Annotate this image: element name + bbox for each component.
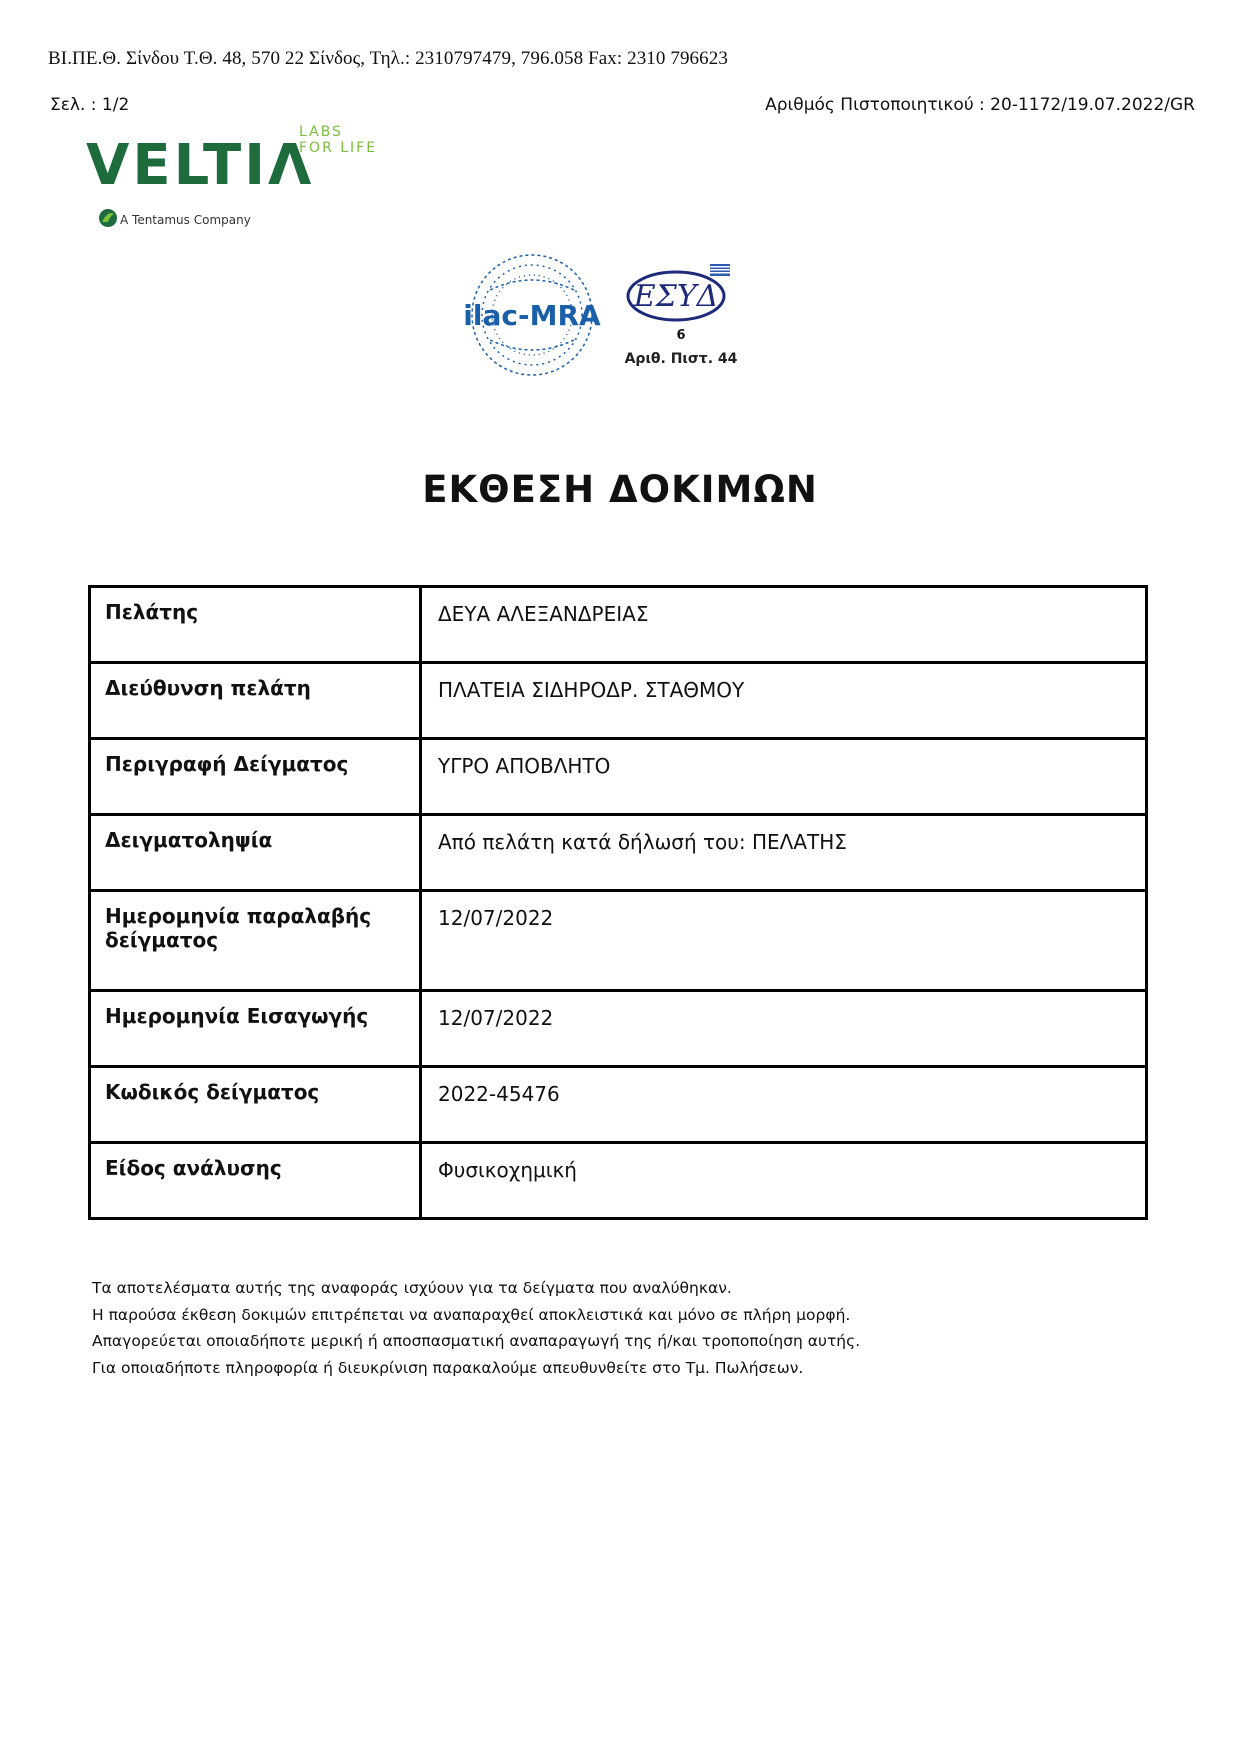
ilac-mra-seal bbox=[462, 250, 602, 380]
row-value: Από πελάτη κατά δήλωσή του: ΠΕΛΑΤΗΣ bbox=[421, 815, 1147, 891]
row-label: Περιγραφή Δείγματος bbox=[90, 739, 421, 815]
row-label: Ημερομηνία Εισαγωγής bbox=[90, 991, 421, 1067]
table-row bbox=[90, 891, 1147, 991]
row-label: Διεύθυνση πελάτη bbox=[90, 663, 421, 739]
certificate-number: Αριθμός Πιστοποιητικού : 20-1172/19.07.2022/GR bbox=[765, 95, 1195, 115]
table-row bbox=[90, 1067, 1147, 1143]
table-row bbox=[90, 815, 1147, 891]
table-row bbox=[90, 991, 1147, 1067]
page-number: Σελ. : 1/2 bbox=[50, 95, 130, 115]
table-row bbox=[90, 587, 1147, 663]
veltia-logo bbox=[86, 124, 386, 239]
footer-line: Η παρούσα έκθεση δοκιμών επιτρέπεται να αναπαραχθεί αποκλειστικά και μόνο σε πλήρη μορφή. bbox=[92, 1305, 851, 1324]
sample-info-table bbox=[88, 585, 1148, 1220]
footer-notes bbox=[92, 1275, 860, 1381]
logo-tagline-line-2: FOR LIFE bbox=[299, 140, 378, 156]
row-label: Ημερομηνία παραλαβής δείγματος bbox=[90, 891, 421, 991]
ilac-label: ilac-MRA bbox=[463, 299, 601, 332]
table-row bbox=[90, 663, 1147, 739]
row-value: 12/07/2022 bbox=[421, 991, 1147, 1067]
row-value: ΔΕΥΑ ΑΛΕΞΑΝΔΡΕΙΑΣ bbox=[421, 587, 1147, 663]
table-row bbox=[90, 739, 1147, 815]
esyd-label: ΕΣΥΔ bbox=[633, 279, 719, 314]
logo-wordmark: VELTIΛ bbox=[86, 133, 315, 198]
row-label: Δειγματοληψία bbox=[90, 815, 421, 891]
greek-flag-icon bbox=[710, 264, 730, 276]
esyd-number: 6 bbox=[676, 328, 686, 343]
row-value: ΠΛΑΤΕΙΑ ΣΙΔΗΡΟΔΡ. ΣΤΑΘΜΟΥ bbox=[421, 663, 1147, 739]
row-label: Πελάτης bbox=[90, 587, 421, 663]
table-row bbox=[90, 1143, 1147, 1219]
row-value: 2022-45476 bbox=[421, 1067, 1147, 1143]
footer-line: Για οποιαδήποτε πληροφορία ή διευκρίνιση παρακαλούμε απευθυνθείτε στο Τμ. Πωλήσεων. bbox=[92, 1358, 804, 1377]
row-value: 12/07/2022 bbox=[421, 891, 1147, 991]
esyd-mark bbox=[622, 258, 740, 378]
esyd-certificate: Αριθ. Πιστ. 44 bbox=[624, 351, 738, 367]
row-value: Φυσικοχημική bbox=[421, 1143, 1147, 1219]
esyd-logo bbox=[622, 258, 740, 328]
lab-address: ΒΙ.ΠΕ.Θ. Σίνδου Τ.Θ. 48, 570 22 Σίνδος, Τηλ.: 2310797479, 796.058 Fax: 2310 796623 bbox=[48, 48, 728, 69]
page-title: ΕΚΘΕΣΗ ΔΟΚΙΜΩΝ bbox=[422, 468, 818, 511]
row-label: Κωδικός δείγματος bbox=[90, 1067, 421, 1143]
footer-line: Τα αποτελέσματα αυτής της αναφοράς ισχύουν για τα δείγματα που αναλύθηκαν. bbox=[92, 1279, 732, 1297]
footer-line: Απαγορεύεται οποιαδήποτε μερική ή αποσπασματική αναπαραγωγή της ή/και τροποποίηση αυτής. bbox=[92, 1332, 861, 1350]
tentamus-leaf-icon bbox=[98, 208, 118, 228]
logo-subline: A Tentamus Company bbox=[120, 213, 251, 227]
row-label: Είδος ανάλυσης bbox=[90, 1143, 421, 1219]
logo-tagline bbox=[299, 124, 377, 156]
row-value: ΥΓΡΟ ΑΠΟΒΛΗΤΟ bbox=[421, 739, 1147, 815]
logo-tagline-line-1: LABS bbox=[299, 124, 343, 140]
